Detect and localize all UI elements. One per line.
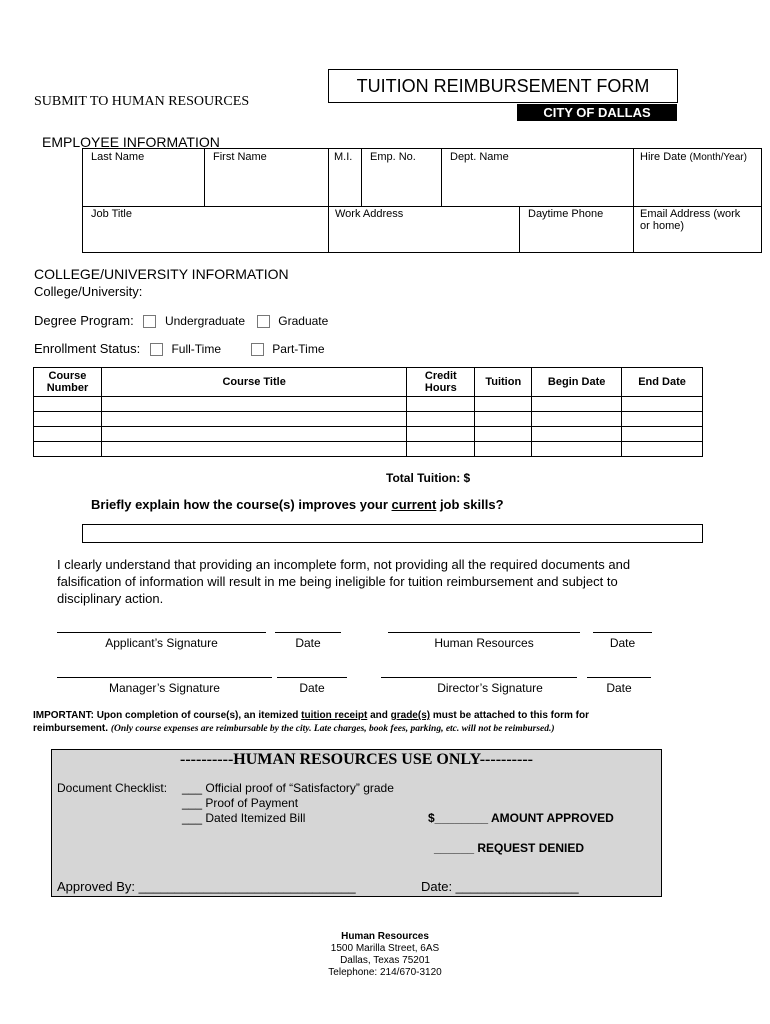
table-cell[interactable] (475, 397, 532, 412)
col-credit-hours: Credit Hours (407, 368, 475, 397)
amount-approved[interactable]: $________ AMOUNT APPROVED (428, 811, 614, 825)
mi-field[interactable] (328, 148, 362, 207)
employee-info-heading: EMPLOYEE INFORMATION (42, 134, 220, 150)
table-row (34, 427, 703, 442)
manager-signature-label: Manager’s Signature (109, 681, 220, 695)
document-checklist-label: Document Checklist: (57, 781, 168, 795)
email-label-line1: Email Address (work (640, 208, 741, 220)
director-date-label: Date (606, 681, 632, 695)
last-name-field[interactable] (82, 148, 205, 207)
applicant-signature-line[interactable] (57, 632, 266, 633)
applicant-signature-label: Applicant’s Signature (105, 636, 218, 650)
director-signature-label: Director’s Signature (437, 681, 543, 695)
applicant-date-label: Date (295, 636, 321, 650)
col-course-title: Course Title (101, 368, 406, 397)
hr-date-label: Date (609, 636, 636, 650)
enrollment-status-label: Enrollment Status: (34, 341, 141, 356)
approved-by-field[interactable]: Approved By: ______________________________ (57, 879, 356, 894)
table-cell[interactable] (34, 397, 102, 412)
table-cell[interactable] (532, 442, 622, 457)
important-note: IMPORTANT: Upon completion of course(s), an itemized tuition receipt and grade(s) must be attached to this form for reimbursement. (Only course expenses are reimbursable by the city. Late charges, book fees, parking, etc. will not be reimbursed.) (33, 710, 589, 734)
mi-label: M.I. (334, 151, 353, 163)
acknowledgement-text: I clearly understand that providing an incomplete form, not providing all the required documents and falsification of information will result in me being ineligible for tuition reimbursement and subject to disciplinary action. (57, 557, 631, 606)
manager-date-label: Date (299, 681, 325, 695)
hire-date-field[interactable] (633, 148, 762, 207)
dept-name-label: Dept. Name (450, 151, 509, 163)
email-label-line2: or home) (640, 220, 685, 232)
undergraduate-checkbox[interactable] (143, 315, 156, 328)
manager-date-line[interactable] (277, 677, 347, 678)
enrollment-status-row (34, 341, 325, 356)
part-time-label: Part-Time (272, 342, 325, 356)
first-name-field[interactable] (204, 148, 329, 207)
table-cell[interactable] (407, 397, 475, 412)
table-cell[interactable] (532, 427, 622, 442)
applicant-date-line[interactable] (275, 632, 341, 633)
full-time-label: Full-Time (171, 342, 222, 356)
dept-name-field[interactable] (441, 148, 634, 207)
table-cell[interactable] (532, 397, 622, 412)
table-cell[interactable] (475, 412, 532, 427)
full-time-checkbox[interactable] (150, 343, 163, 356)
footer-city: Dallas, Texas 75201 (340, 955, 430, 966)
course-table (33, 367, 703, 457)
table-cell[interactable] (407, 427, 475, 442)
table-cell[interactable] (622, 427, 703, 442)
skills-answer-field[interactable] (82, 524, 703, 543)
hr-use-only-title: ----------HUMAN RESOURCES USE ONLY---------- (180, 751, 533, 768)
table-row (34, 412, 703, 427)
col-course-number: Course Number (34, 368, 102, 397)
table-cell[interactable] (532, 412, 622, 427)
daytime-phone-label: Daytime Phone (528, 208, 604, 220)
last-name-label: Last Name (91, 151, 145, 163)
skills-question: Briefly explain how the course(s) improves your current job skills? (91, 497, 504, 512)
hr-signature-label: Human Resources (434, 636, 534, 650)
table-cell[interactable] (101, 442, 406, 457)
table-cell[interactable] (622, 412, 703, 427)
daytime-phone-field[interactable] (519, 206, 634, 253)
work-address-label: Work Address (335, 208, 404, 220)
graduate-label: Graduate (278, 314, 329, 328)
undergraduate-label: Undergraduate (164, 314, 246, 328)
hr-signature-line[interactable] (388, 632, 580, 633)
college-info-heading: COLLEGE/UNIVERSITY INFORMATION (34, 266, 289, 282)
footer-phone: Telephone: 214/670-3120 (328, 967, 442, 978)
email-field[interactable] (633, 206, 762, 253)
emp-no-label: Emp. No. (370, 151, 416, 163)
col-tuition: Tuition (475, 368, 532, 397)
document-checklist (182, 781, 394, 826)
hr-date-line[interactable] (593, 632, 652, 633)
total-tuition-label: Total Tuition: $ (386, 471, 471, 485)
footer-department: Human Resources (341, 931, 429, 942)
col-begin-date: Begin Date (532, 368, 622, 397)
job-title-label: Job Title (91, 208, 132, 220)
table-cell[interactable] (101, 397, 406, 412)
city-banner: CITY OF DALLAS (517, 104, 677, 121)
table-cell[interactable] (622, 397, 703, 412)
table-row (34, 397, 703, 412)
hire-date-note: (Month/Year) (689, 152, 747, 163)
degree-program-label: Degree Program: (34, 313, 134, 328)
college-label: College/University: (34, 284, 143, 299)
table-cell[interactable] (622, 442, 703, 457)
work-address-field[interactable] (328, 206, 520, 253)
table-cell[interactable] (407, 412, 475, 427)
manager-signature-line[interactable] (57, 677, 272, 678)
table-row (34, 442, 703, 457)
checklist-item-grade[interactable]: ___ Official proof of “Satisfactory” grade (182, 781, 394, 795)
table-cell[interactable] (475, 427, 532, 442)
emp-no-field[interactable] (361, 148, 442, 207)
part-time-checkbox[interactable] (251, 343, 264, 356)
table-cell[interactable] (34, 442, 102, 457)
submit-to-text: SUBMIT TO HUMAN RESOURCES (34, 94, 250, 109)
footer-street: 1500 Marilla Street, 6AS (330, 943, 440, 954)
table-cell[interactable] (34, 412, 102, 427)
table-cell[interactable] (407, 442, 475, 457)
degree-program-row (34, 313, 328, 328)
graduate-checkbox[interactable] (257, 315, 270, 328)
course-table-header (34, 368, 703, 397)
director-signature-line[interactable] (381, 677, 577, 678)
table-cell[interactable] (475, 442, 532, 457)
first-name-label: First Name (213, 151, 267, 163)
approval-date-field[interactable]: Date: _________________ (421, 879, 579, 894)
form-title: TUITION REIMBURSEMENT FORM (328, 69, 678, 103)
director-date-line[interactable] (587, 677, 651, 678)
table-cell[interactable] (101, 427, 406, 442)
hire-date-label: Hire Date (640, 151, 687, 163)
request-denied[interactable]: ______ REQUEST DENIED (434, 841, 585, 855)
checklist-item-bill[interactable]: ___ Dated Itemized Bill (182, 811, 306, 825)
checklist-item-payment[interactable]: ___ Proof of Payment (182, 796, 299, 810)
table-cell[interactable] (34, 427, 102, 442)
job-title-field[interactable] (82, 206, 329, 253)
col-end-date: End Date (622, 368, 703, 397)
table-cell[interactable] (101, 412, 406, 427)
